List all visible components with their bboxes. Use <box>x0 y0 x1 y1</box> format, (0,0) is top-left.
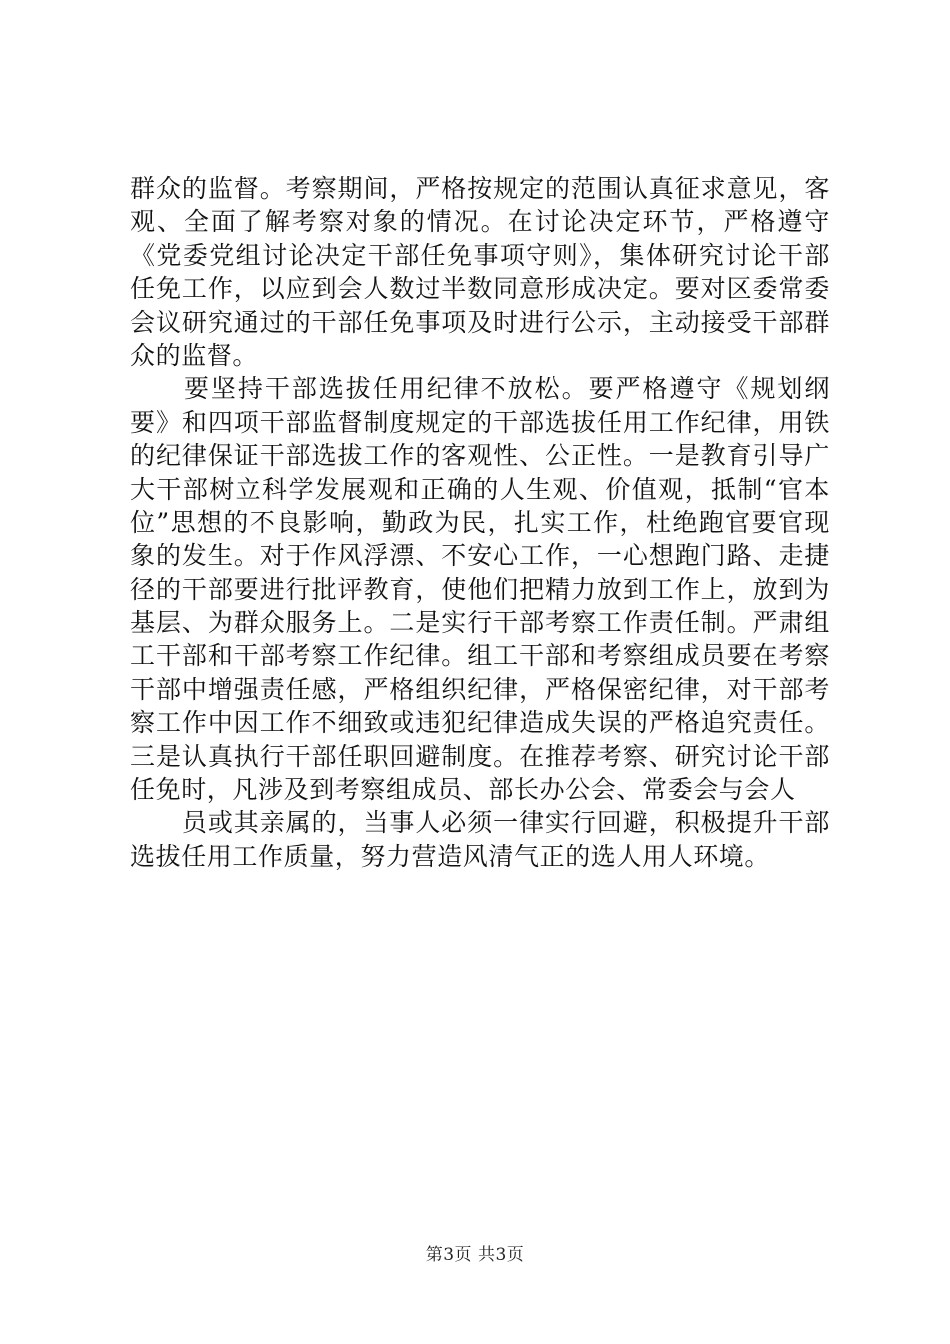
text-line: 大干部树立科学发展观和正确的人生观、价值观，抵制“官本 <box>130 474 830 504</box>
text-line: 象的发生。对于作风浮漂、不安心工作，一心想跑门路、走捷 <box>130 541 830 571</box>
text-line: 干部中增强责任感，严格组织纪律，严格保密纪律，对干部考 <box>130 674 830 704</box>
text-line: 会议研究通过的干部任免事项及时进行公示，主动接受干部群 <box>130 307 830 337</box>
text-line: 位”思想的不良影响，勤政为民，扎实工作，杜绝跑官要官现 <box>130 507 830 537</box>
text-line: 选拔任用工作质量，努力营造风清气正的选人用人环境。 <box>130 841 771 871</box>
page-number: 第3页 共3页 <box>425 1245 525 1265</box>
text-line: 员或其亲属的，当事人必须一律实行回避，积极提升干部 <box>130 808 830 838</box>
text-line: 工干部和干部考察工作纪律。组工干部和考察组成员要在考察 <box>130 641 830 671</box>
text-line: 要》和四项干部监督制度规定的干部选拔任用工作纪律，用铁 <box>130 407 830 437</box>
text-line: 任免工作，以应到会人数过半数同意形成决定。要对区委常委 <box>130 274 830 304</box>
text-line: 观、全面了解考察对象的情况。在讨论决定环节，严格遵守 <box>130 207 830 237</box>
text-line: 基层、为群众服务上。二是实行干部考察工作责任制。严肃组 <box>130 608 830 638</box>
text-line: 径的干部要进行批评教育，使他们把精力放到工作上，放到为 <box>130 574 830 604</box>
text-line: 众的监督。 <box>130 340 259 370</box>
text-line: 《党委党组讨论决定干部任免事项守则》，集体研究讨论干部 <box>130 240 830 270</box>
text-line: 群众的监督。考察期间，严格按规定的范围认真征求意见，客 <box>130 174 830 203</box>
body-text <box>130 172 830 873</box>
text-line: 任免时，凡涉及到考察组成员、部长办公会、常委会与会人 <box>130 775 796 805</box>
text-line: 察工作中因工作不细致或违犯纪律造成失误的严格追究责任。 <box>130 708 830 738</box>
text-line: 三是认真执行干部任职回避制度。在推荐考察、研究讨论干部 <box>130 741 830 771</box>
text-line: 的纪律保证干部选拔工作的客观性、公正性。一是教育引导广 <box>130 441 830 471</box>
text-line: 要坚持干部选拔任用纪律不放松。要严格遵守《规划纲 <box>130 374 830 404</box>
